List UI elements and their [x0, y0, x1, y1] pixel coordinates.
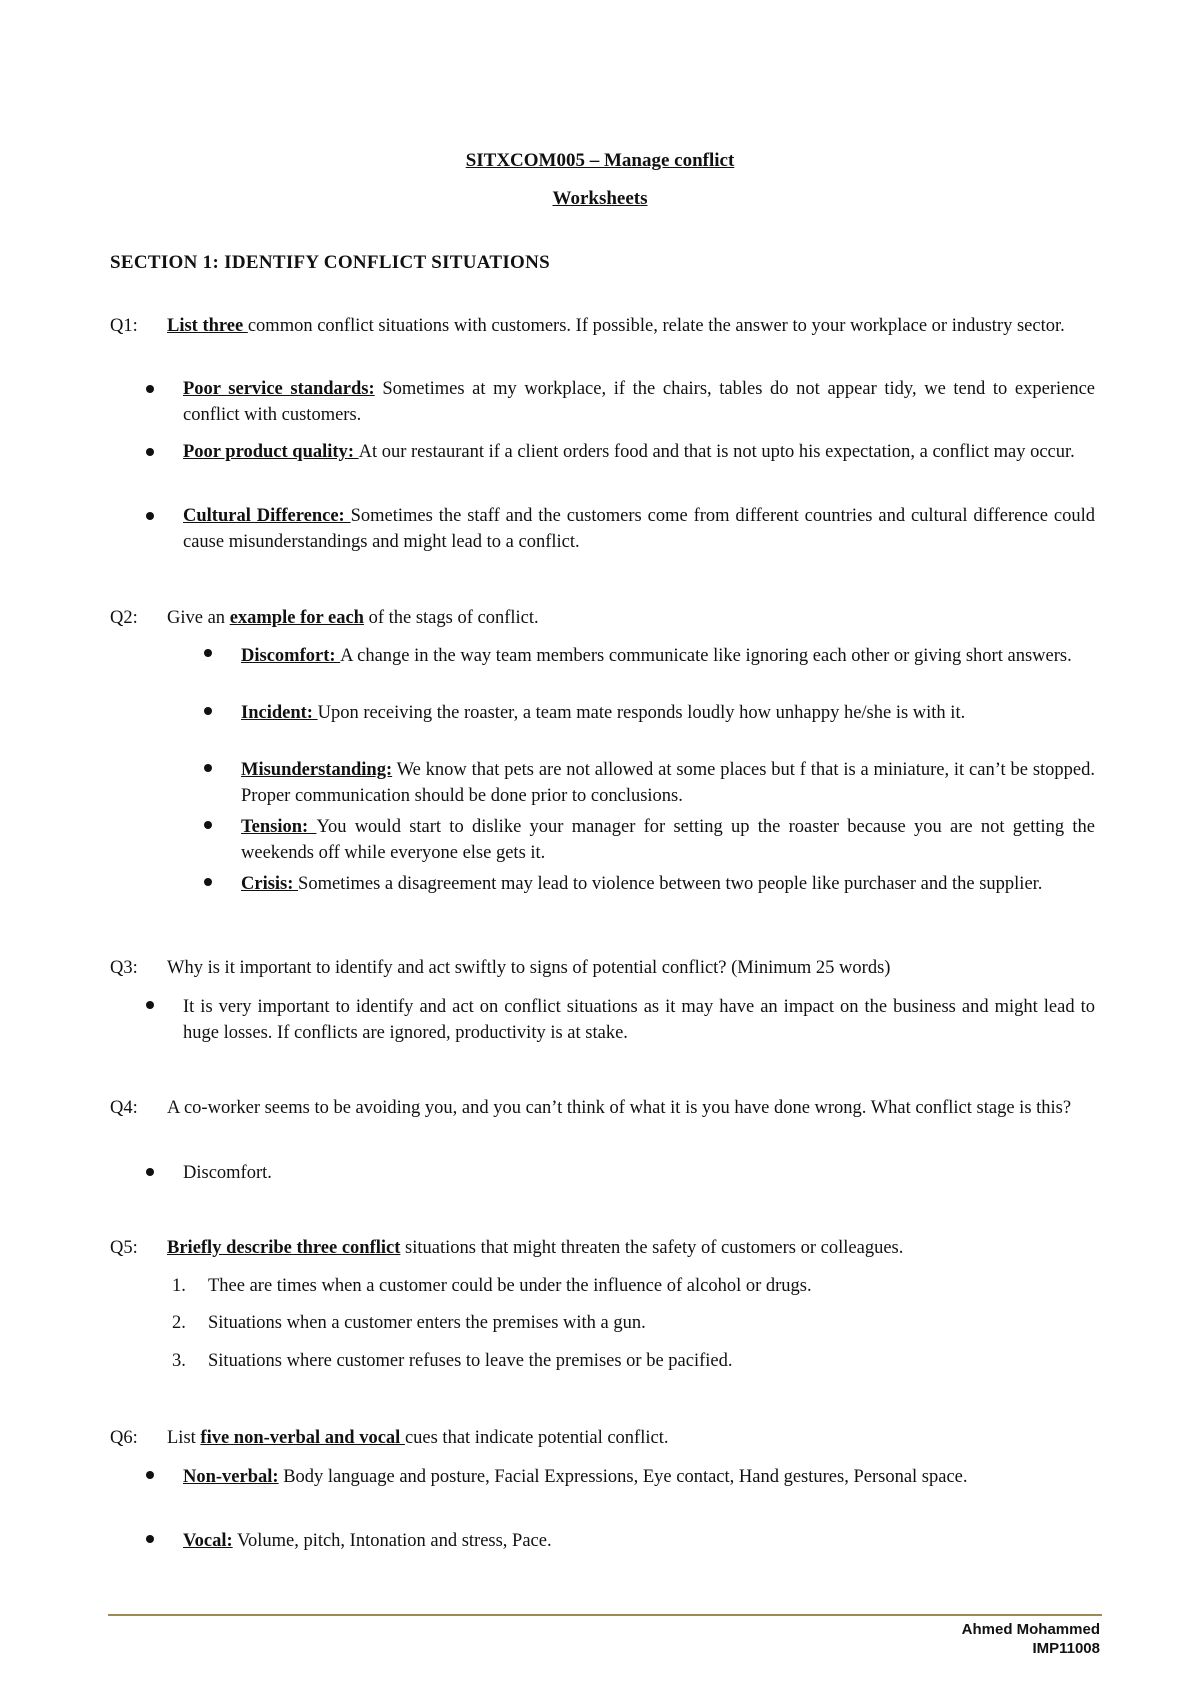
answer-item — [241, 814, 1095, 866]
question-text: A co-worker seems to be avoiding you, and you can’t think of what it is you have done wrong. What conflict stage is this? — [167, 1098, 1072, 1118]
bullet-icon — [146, 1168, 154, 1176]
bullet-icon — [204, 878, 212, 886]
question-2 — [110, 605, 1095, 631]
question-number: Q4: — [110, 1098, 138, 1118]
answer-item — [241, 700, 1095, 726]
answer-text: A change in the way team members communicate like ignoring each other or giving short answers. — [340, 646, 1072, 666]
answer-label: Cultural Difference: — [183, 506, 351, 526]
answer-text: Situations when a customer enters the premises with a gun. — [208, 1313, 646, 1333]
answer-item — [241, 757, 1095, 809]
question-emphasis: Briefly describe three conflict — [167, 1238, 401, 1258]
answer-label: Crisis: — [241, 874, 299, 894]
answer-label: Non-verbal: — [183, 1467, 279, 1487]
section-heading: SECTION 1: IDENTIFY CONFLICT SITUATIONS — [110, 252, 550, 273]
answer-item — [183, 503, 1095, 555]
answer-text: Sometimes the staff and the customers come from different countries and cultural difference could cause misunderstandings and might lead to a conflict. — [183, 506, 1095, 552]
bullet-icon — [146, 512, 154, 520]
question-text: List — [167, 1428, 201, 1448]
answer-label: Vocal: — [183, 1531, 233, 1551]
list-number: 2. — [172, 1313, 186, 1333]
answer-label: Discomfort: — [241, 646, 341, 666]
list-number: 1. — [172, 1276, 186, 1296]
answer-item — [183, 376, 1095, 428]
question-text: of the stags of conflict. — [363, 608, 539, 628]
question-text: Why is it important to identify and act swiftly to signs of potential conflict? (Minimum 25 words) — [167, 958, 891, 978]
answer-sep: : — [368, 379, 375, 399]
bullet-icon — [204, 764, 212, 772]
answer-text: At our restaurant if a client orders food and that is not upto his expectation, a conflict may occur. — [358, 442, 1075, 462]
answer-label: Incident: — [241, 703, 318, 723]
bullet-icon — [146, 1535, 154, 1543]
question-number: Q2: — [110, 608, 138, 628]
answer-text: Body language and posture, Facial Expressions, Eye contact, Hand gestures, Personal space. — [278, 1467, 968, 1487]
answer-item — [183, 1464, 1095, 1490]
question-text: common conflict situations with customers. If possible, relate the answer to your workplace or industry sector. — [247, 316, 1065, 336]
bullet-icon — [146, 448, 154, 456]
answer-item — [241, 643, 1095, 669]
list-number: 3. — [172, 1351, 186, 1371]
answer-sep: : — [347, 442, 359, 462]
document-title: SITXCOM005 – Manage conflict — [465, 150, 735, 171]
answer-text: Discomfort. — [183, 1163, 272, 1183]
bullet-icon — [146, 1471, 154, 1479]
answer-label: Misunderstanding: — [241, 760, 393, 780]
footer-author: Ahmed Mohammed — [961, 1621, 1100, 1638]
question-6 — [110, 1425, 1095, 1451]
document-subtitle: Worksheets — [552, 188, 648, 209]
question-emphasis: example for each — [229, 608, 364, 628]
answer-label: Poor service standards — [183, 379, 369, 399]
question-3 — [110, 955, 1095, 981]
bullet-icon — [204, 821, 212, 829]
question-4 — [110, 1095, 1095, 1121]
answer-item — [183, 439, 1095, 465]
footer-divider — [108, 1614, 1102, 1616]
answer-text: Sometimes a disagreement may lead to violence between two people like purchaser and the supplier. — [298, 874, 1043, 894]
answer-text: Sometimes at my workplace, if the chairs, tables do not appear tidy, we tend to experience conflict with customers. — [183, 379, 1096, 425]
question-text: Give an — [167, 608, 230, 628]
bullet-icon — [146, 1001, 154, 1009]
bullet-icon — [204, 707, 212, 715]
bullet-icon — [146, 385, 154, 393]
answer-text: Situations where customer refuses to leave the premises or be pacified. — [208, 1351, 733, 1371]
question-number: Q1: — [110, 316, 138, 336]
question-5 — [110, 1235, 1095, 1261]
question-emphasis: List three — [167, 316, 248, 336]
bullet-icon — [204, 649, 212, 657]
question-text: situations that might threaten the safety of customers or colleagues. — [400, 1238, 904, 1258]
answer-item — [183, 1528, 1095, 1554]
question-number: Q6: — [110, 1428, 138, 1448]
answer-item — [241, 871, 1095, 897]
footer-id: IMP11008 — [1032, 1640, 1100, 1657]
answer-text: Upon receiving the roaster, a team mate responds loudly how unhappy he/she is with it. — [317, 703, 966, 723]
answer-text: We know that pets are not allowed at some places but f that is a miniature, it can’t be stopped. Proper communication should be done prior to conclusions. — [241, 760, 1095, 806]
answer-label: Poor product quality — [183, 442, 348, 462]
answer-label: Tension: — [241, 817, 317, 837]
question-emphasis: five non-verbal and vocal — [200, 1428, 405, 1448]
question-text: cues that indicate potential conflict. — [404, 1428, 669, 1448]
question-1 — [110, 313, 1095, 339]
answer-text: Volume, pitch, Intonation and stress, Pace. — [232, 1531, 552, 1551]
answer-text: It is very important to identify and act on conflict situations as it may have an impact on the business and might lead to huge losses. If conflicts are ignored, productivity is at stake. — [183, 997, 1095, 1043]
question-number: Q3: — [110, 958, 138, 978]
question-number: Q5: — [110, 1238, 138, 1258]
answer-text: Thee are times when a customer could be under the influence of alcohol or drugs. — [208, 1276, 812, 1296]
answer-text: You would start to dislike your manager for setting up the roaster because you are not getting the weekends off while everyone else gets it. — [241, 817, 1095, 863]
